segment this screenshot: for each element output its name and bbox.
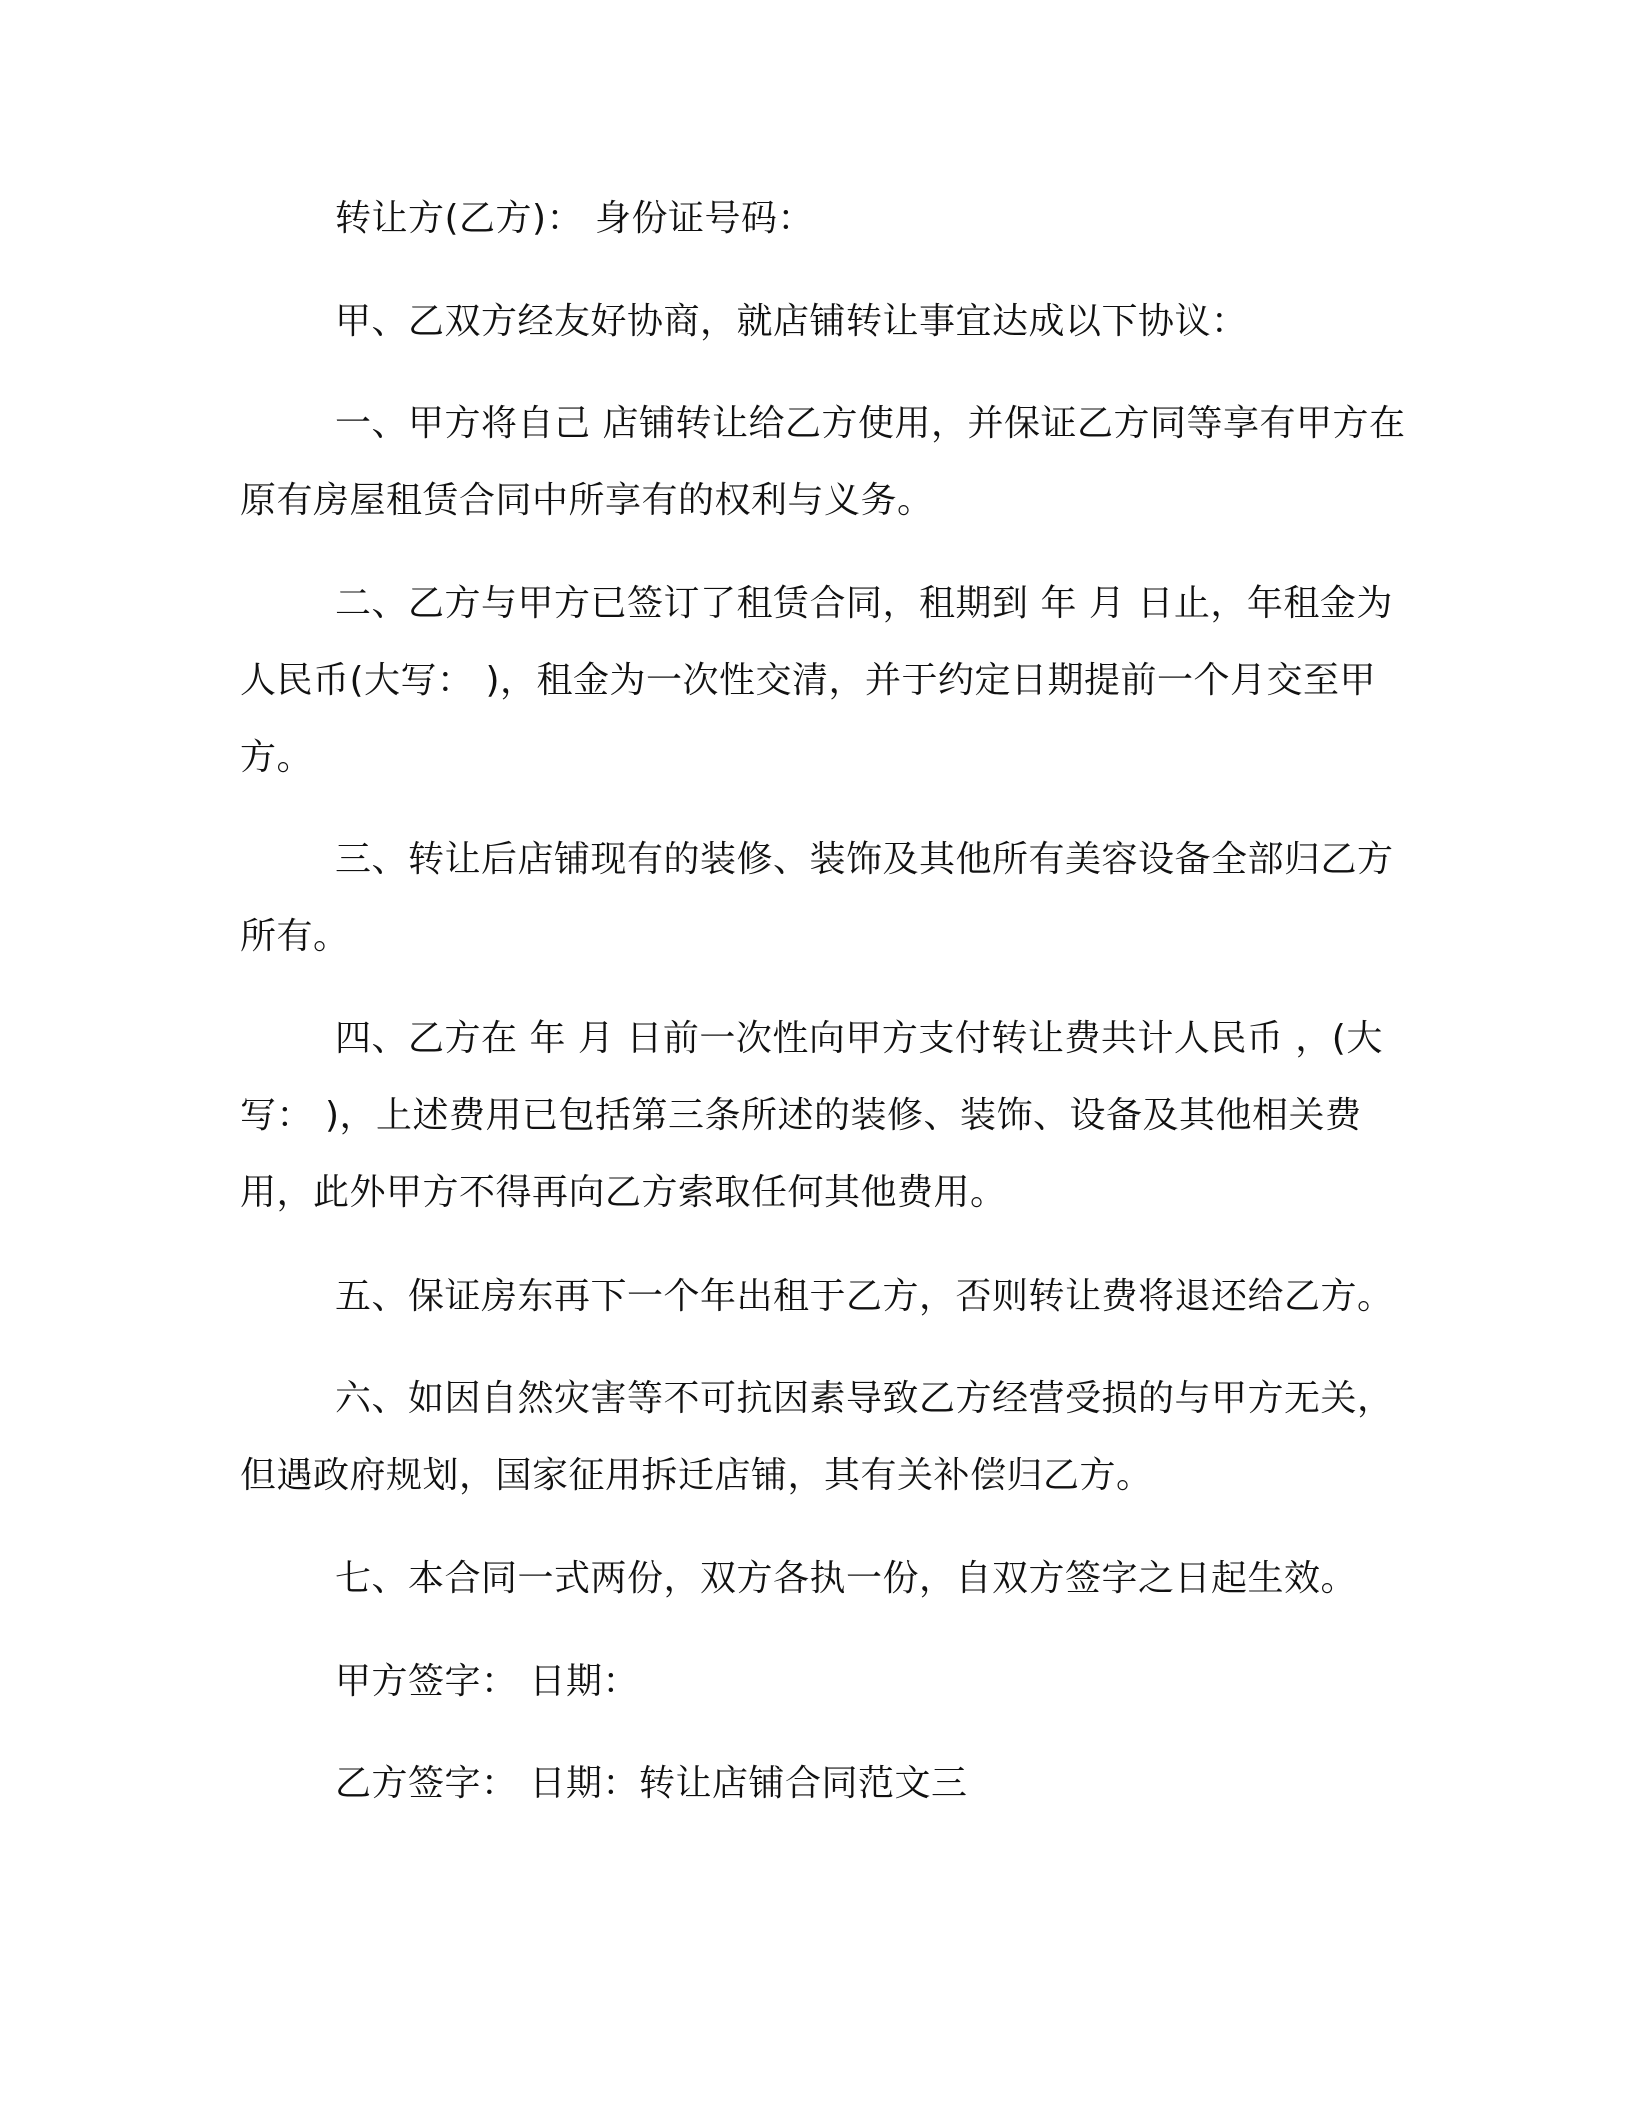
- clause-1: 一、甲方将自己 店铺转让给乙方使用，并保证乙方同等享有甲方在原有房屋租赁合同中所享有的权利与义务。: [240, 403, 1406, 521]
- agreement-intro: 甲、乙双方经友好协商，就店铺转让事宜达成以下协议：: [335, 301, 1248, 342]
- clause-7: 七、本合同一式两份，双方各执一份，自双方签字之日起生效。: [335, 1558, 1358, 1599]
- clause-2: 二、乙方与甲方已签订了租赁合同，租期到 年 月 日止，年租金为 人民币(大写： )，租金为一次性交清，并于约定日期提前一个月交至甲方。: [240, 583, 1393, 778]
- clause-4: 四、乙方在 年 月 日前一次性向甲方支付转让费共计人民币 ，(大写： )，上述费用已包括第三条所述的装修、装饰、设备及其他相关费用，此外甲方不得再向乙方索取任何其他费用。: [240, 1018, 1383, 1213]
- clause-6: 六、如因自然灾害等不可抗因素导致乙方经营受损的与甲方无关，但遇政府规划，国家征用拆迁店铺，其有关补偿归乙方。: [240, 1378, 1394, 1496]
- transferee-line: 转让方(乙方)： 身份证号码：: [335, 198, 815, 239]
- clause-3: 三、转让后店铺现有的装修、装饰及其他所有美容设备全部归乙方所有。: [240, 839, 1394, 957]
- party-a-signature-line: 甲方签字： 日期：: [335, 1661, 639, 1702]
- clause-5: 五、保证房东再下一个年出租于乙方，否则转让费将退还给乙方。: [335, 1276, 1394, 1317]
- party-b-signature-line: 乙方签字： 日期：转让店铺合同范文三: [335, 1763, 968, 1804]
